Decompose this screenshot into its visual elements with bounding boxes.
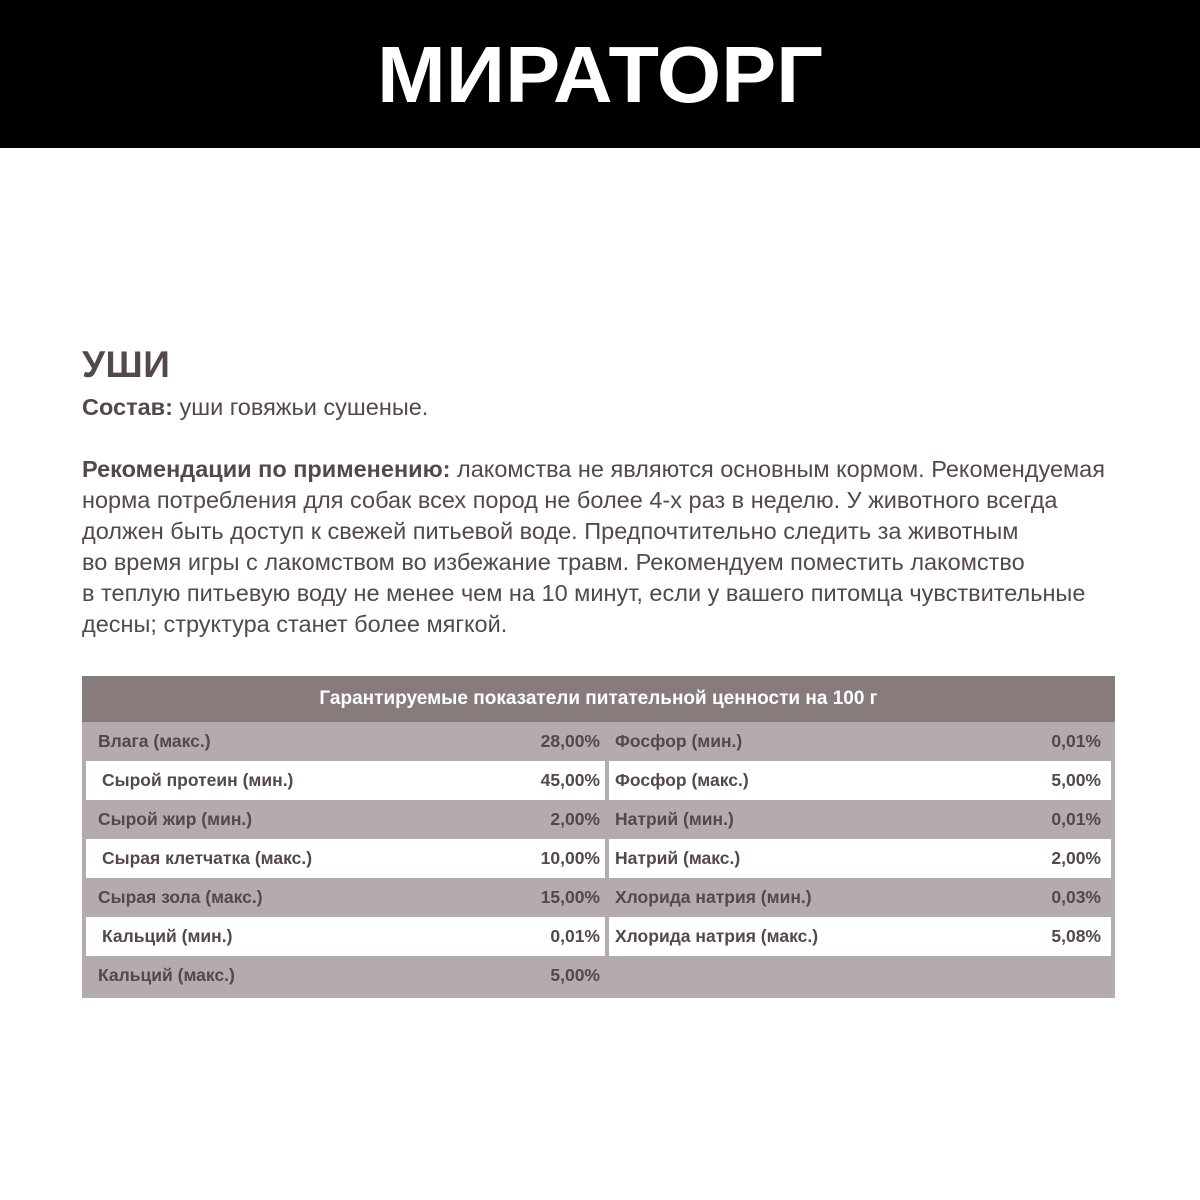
nutrient-value: 28,00%	[540, 731, 600, 751]
nutrient-value: 2,00%	[1051, 848, 1101, 868]
table-row	[609, 722, 1111, 761]
nutrient-label: Хлорида натрия (макс.)	[615, 926, 819, 946]
usage-recommendations	[82, 454, 1122, 640]
nutrient-label: Фосфор (макс.)	[615, 770, 749, 790]
nutrition-column-right	[609, 722, 1111, 995]
table-row	[609, 917, 1111, 956]
brand-header	[0, 0, 1200, 148]
nutrient-value: 0,03%	[1051, 887, 1101, 907]
nutrient-value: 5,08%	[1051, 926, 1101, 946]
table-row	[82, 800, 605, 839]
usage-label: Рекомендации по применению:	[82, 456, 451, 482]
usage-line: в теплую питьевую воду не менее чем на 10 минут, если у вашего питомца чувствительные	[82, 580, 1086, 606]
nutrient-label: Кальций (мин.)	[102, 926, 233, 946]
table-row	[82, 722, 605, 761]
nutrition-table	[82, 676, 1115, 998]
usage-line: должен быть доступ к свежей питьевой воде. Предпочтительно следить за животным	[82, 518, 1019, 544]
table-row	[86, 917, 605, 956]
nutrient-label: Кальций (макс.)	[98, 965, 235, 985]
table-row	[86, 839, 605, 878]
nutrient-value: 0,01%	[1051, 809, 1101, 829]
nutrient-value: 5,00%	[550, 965, 600, 985]
nutrient-label: Влага (макс.)	[98, 731, 211, 751]
nutrient-label: Фосфор (мин.)	[615, 731, 743, 751]
nutrient-label: Натрий (мин.)	[615, 809, 734, 829]
logo-wordmark	[370, 22, 830, 126]
brand-logo	[0, 22, 1200, 126]
nutrient-label: Сырая зола (макс.)	[98, 887, 263, 907]
nutrient-label: Хлорида натрия (мин.)	[615, 887, 812, 907]
table-row	[609, 839, 1111, 878]
nutrient-value: 0,01%	[550, 926, 600, 946]
table-row	[609, 800, 1111, 839]
nutrient-value: 10,00%	[540, 848, 600, 868]
usage-line: десны; структура станет более мягкой.	[82, 611, 508, 637]
composition	[82, 392, 1122, 423]
table-row	[82, 878, 605, 917]
nutrient-label: Натрий (макс.)	[615, 848, 741, 868]
product-description	[82, 338, 1122, 640]
table-row	[82, 956, 605, 995]
brand-name: МИРАТОРГ	[377, 30, 823, 119]
usage-line: лакомства не являются основным кормом. Рекомендуемая	[450, 456, 1105, 482]
table-row	[609, 761, 1111, 800]
usage-line: норма потребления для собак всех пород не более 4-х раз в неделю. У животного всегда	[82, 487, 1058, 513]
nutrient-label: Сырой протеин (мин.)	[102, 770, 294, 790]
table-row	[609, 878, 1111, 917]
page-title: УШИ	[82, 344, 171, 385]
composition-label: Состав:	[82, 394, 173, 420]
nutrient-value: 45,00%	[540, 770, 600, 790]
composition-text: уши говяжьи сушеные.	[172, 394, 429, 420]
nutrient-value: 0,01%	[1051, 731, 1101, 751]
usage-line: во время игры с лакомством во избежание травм. Рекомендуем поместить лакомство	[82, 549, 1025, 575]
nutrient-value: 15,00%	[540, 887, 600, 907]
nutrient-label: Сырой жир (мин.)	[98, 809, 253, 829]
nutrition-column-left	[82, 722, 605, 995]
nutrient-label: Сырая клетчатка (макс.)	[102, 848, 313, 868]
nutrient-value: 2,00%	[550, 809, 600, 829]
table-row	[86, 761, 605, 800]
nutrient-value: 5,00%	[1051, 770, 1101, 790]
nutrition-table-title: Гарантируемые показатели питательной ценности на 100 г	[82, 676, 1115, 722]
